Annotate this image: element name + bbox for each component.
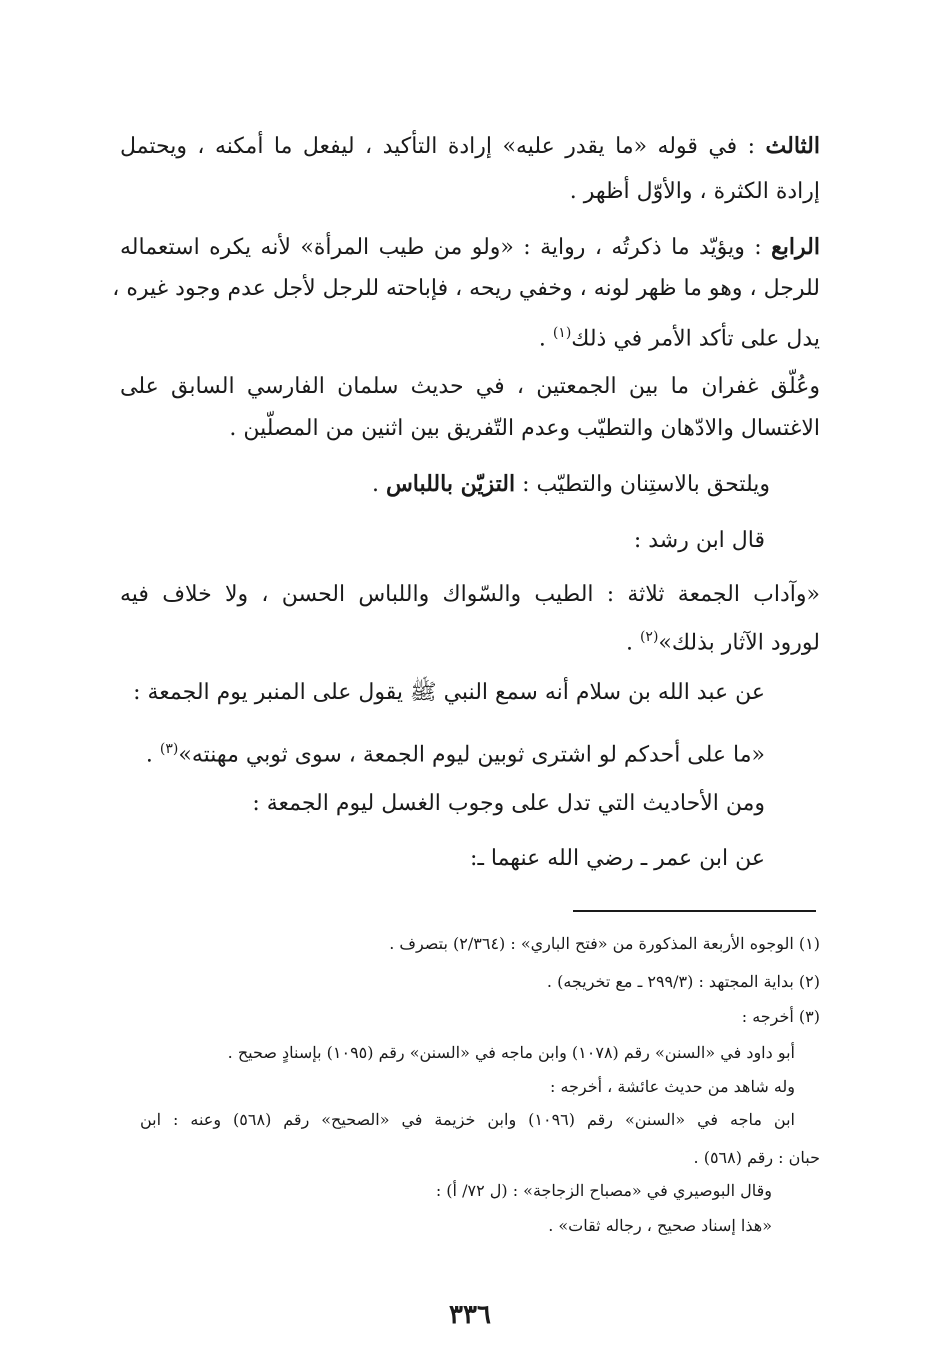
- page-number: ٣٣٦: [449, 1300, 491, 1330]
- paragraph-sixth: [120, 468, 770, 501]
- footnote-3-abu-dawud: أبو داود في «السنن» رقم (١٠٧٨) وابن ماجه في «السنن» رقم (١٠٩٥) بإسنادٍ صحيح .: [227, 1043, 795, 1062]
- quote-one-line-1: «وآداب الجمعة ثلاثة : الطيب والسّواك واللباس الحسن ، ولا خلاف فيه: [120, 582, 820, 607]
- paragraph-sixth-bold: التزيّن باللباس: [385, 471, 516, 497]
- paragraph-fourth-line-2: للرجل ، وهو ما ظهر لونه ، وخفي ريحه ، فإباحته للرجل لأجل عدم وجود غيره ،: [112, 276, 820, 301]
- paragraph-third-lead: الثالث: [765, 133, 820, 159]
- paragraph-fourth-text: : ويؤيّد ما ذكرتُه ، رواية : «ولو من طيب المرأة» لأنه يكره استعماله: [120, 235, 762, 260]
- paragraph-hadiths-intro: ومن الأحاديث التي تدل على وجوب الغسل ليوم الجمعة :: [252, 791, 765, 816]
- footnote-ref-3[interactable]: (٣): [159, 741, 179, 757]
- quote-two-end: .: [145, 742, 153, 768]
- paragraph-fourth-end: .: [538, 326, 546, 352]
- paragraph-fourth-lead: الرابع: [771, 234, 820, 260]
- paragraph-fourth-line-3-text: يدل على تأكد الأمر في ذلك: [571, 326, 820, 352]
- quote-one-line-2: [120, 621, 820, 659]
- paragraph-third-line-1: [120, 130, 820, 163]
- footnote-ref-1[interactable]: (١): [552, 325, 572, 341]
- paragraph-fifth-line-2: الاغتسال والادّهان والتطيّب وعدم التّفريق بين اثنين من المصلّين .: [229, 416, 820, 441]
- paragraph-fourth-line-3: [120, 317, 820, 355]
- paragraph-sixth-end: .: [371, 472, 379, 497]
- footnote-separator: [573, 910, 816, 912]
- quote-two: [120, 733, 765, 771]
- footnote-3-ibn-majah: ابن ماجه في «السنن» رقم (١٠٩٦) وابن خزيمة في «الصحيح» رقم (٥٦٨) وعنه : ابن: [140, 1110, 795, 1129]
- footnote-3-quote: «هذا إسناد صحيح ، رجاله ثقات» .: [548, 1216, 772, 1235]
- paragraph-third-line-2: إرادة الكثرة ، والأوّل أظهر .: [569, 179, 820, 204]
- quote-one-line-2-text: لورود الآثار بذلك»: [658, 630, 820, 656]
- footnote-3-head: (٣) أخرجه :: [741, 1007, 820, 1026]
- paragraph-third-text: : في قوله «ما يقدر عليه» إرادة التأكيد ، ليفعل ما أمكنه ، ويحتمل: [120, 134, 756, 159]
- paragraph-ibn-rushd: قال ابن رشد :: [633, 528, 765, 553]
- footnote-3-busiri: وقال البوصيري في «مصباح الزجاجة» : (ل ٧٢/ أ) :: [435, 1181, 772, 1200]
- paragraph-sixth-text: ويلتحق بالاستِنان والتطيّب :: [522, 472, 770, 497]
- footnote-3-ibn-hibban: حبان : رقم (٥٦٨) .: [693, 1148, 820, 1167]
- footnote-1: (١) الوجوه الأربعة المذكورة من «فتح الباري» : (٢/٣٦٤) بتصرف .: [389, 934, 820, 953]
- paragraph-abdullah-ibn-salam: عن عبد الله بن سلام أنه سمع النبي ﷺ يقول على المنبر يوم الجمعة :: [133, 680, 765, 705]
- paragraph-ibn-umar: عن ابن عمر ـ رضي الله عنهما ـ:: [470, 846, 765, 871]
- footnote-ref-2[interactable]: (٢): [639, 629, 659, 645]
- paragraph-fifth-line-1: وعُلّق غفران ما بين الجمعتين ، في حديث سلمان الفارسي السابق على: [120, 374, 820, 399]
- footnote-2: (٢) بداية المجتهد : (٢٩٩/٣ ـ مع تخريجه) .: [546, 972, 820, 991]
- quote-two-text: «ما على أحدكم لو اشترى ثوبين ليوم الجمعة ، سوى ثوبي مهنته»: [178, 742, 765, 768]
- quote-one-end: .: [625, 630, 633, 656]
- footnote-3-aisha: وله شاهد من حديث عائشة ، أخرجه :: [549, 1077, 795, 1096]
- paragraph-fourth-line-1: [120, 231, 820, 264]
